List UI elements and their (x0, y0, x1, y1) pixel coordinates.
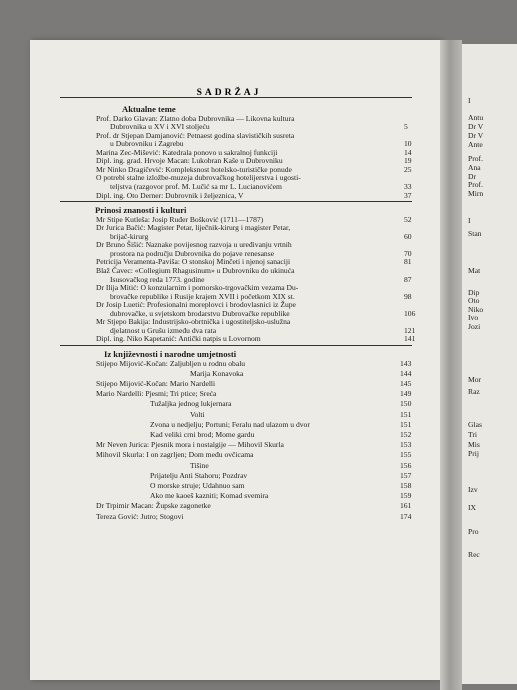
toc-entry-line: Dr Bruno Šišić: Naznake povijesnog razvoja u uređivanju vrtnih (96, 240, 292, 250)
toc-entry-line: u Dubrovniku i Zagrebu (110, 139, 184, 149)
toc-entry-line: Kad veliki crni brod; Mome gardu (150, 429, 255, 439)
right-page-fragment: Dr V (468, 131, 484, 140)
toc-entry-line: Marina Zec-Mišević: Katedrala ponovo u sakralnoj funkciji (96, 147, 278, 157)
toc-entry-line: Tužaljka jednog lukjernara (150, 399, 232, 409)
toc-entry-line: Marija Konavoka (190, 368, 244, 378)
right-page-fragment: I (468, 216, 471, 225)
toc-entry-line: brijač-kirurg (110, 231, 149, 241)
right-page-fragment: Prof. (468, 180, 483, 189)
section-divider (60, 345, 412, 346)
right-page-fragment: Stan (468, 229, 482, 238)
right-page-fragment: Antu (468, 113, 484, 122)
page-number: 121 (404, 325, 416, 335)
toc-entry-line: Mr Stipe Kutleša: Josip Ruđer Bošković (1711—1787) (96, 214, 264, 224)
section-divider (60, 201, 412, 202)
toc-entry-line: Ako me kaoeš kazniti; Komad svemira (150, 491, 269, 501)
page-number: 70 (404, 248, 412, 258)
right-page-fragment: Ante (468, 140, 483, 149)
toc-entry-line: Dr Ilija Mitić: O konzularnim i pomorsko-trgovačkim vezama Du- (96, 283, 299, 293)
section-divider (60, 97, 412, 98)
right-page-fragment: Ivo (468, 313, 479, 322)
section-heading: Prinosi znanosti i kulturi (95, 205, 187, 216)
right-page-fragment: Dip (468, 288, 480, 297)
page-number: 14 (404, 147, 412, 157)
page-number: 145 (400, 378, 412, 388)
page-number: 161 (400, 501, 412, 511)
toc-entry-line: O morske struje; Udahnuo sam (150, 480, 245, 490)
page-number: 143 (400, 358, 412, 368)
page-number: 52 (404, 214, 412, 224)
right-page-fragment: Oto (468, 296, 480, 305)
toc-entry-line: Stijepo Mijović-Kočan: Mario Nardelli (96, 378, 216, 388)
toc-entry-line: Tišine (190, 460, 209, 470)
toc-entry-line: Petricija Veramenta-Paviša: O stonskoj Minčeti i njenoj sanaciji (96, 257, 291, 267)
right-page (462, 44, 517, 684)
page-number: 5 (404, 122, 408, 132)
right-page-fragment: Jozi (468, 322, 481, 331)
toc-entry-line: brovačke republike i Rusije krajem XVII i početkom XIX st. (110, 291, 295, 301)
page-number: 98 (404, 291, 412, 301)
toc-entry-line: Tereza Gović: Jutro; Stogovi (96, 511, 184, 521)
toc-entry-line: Dipl. ing. Niko Kapetanić: Antički natpis u Lovornom (96, 334, 261, 344)
page-number: 60 (404, 231, 412, 241)
page-number: 151 (400, 409, 412, 419)
toc-entry-line: Mr Neven Jurica: Pjesnik mora i nostalgije — Mihovil Skurla (96, 440, 284, 450)
page-number: 157 (400, 470, 412, 480)
right-page-fragment: Dr V (468, 122, 484, 131)
right-page-fragment: Tri (468, 430, 478, 439)
right-page-fragment: Mat (468, 266, 481, 275)
toc-entry-line: Dr Trpimir Macan: Župske zagonetke (96, 501, 211, 511)
page-title: SADRŽAJ (196, 88, 262, 98)
toc-entry-line: Dipl. ing. grad. Hrvoje Macan: Lukobran Kaše u Dubrovniku (96, 156, 283, 166)
page-number: 37 (404, 190, 412, 200)
page-number: 144 (400, 368, 412, 378)
toc-entry-line: Dipl. ing. Oto Derner: Dubrovnik i željeznica, V (96, 190, 244, 200)
right-page-fragment: Prof. (468, 154, 483, 163)
toc-entry-line: Dubrovnika u XV i XVI stoljeću (110, 122, 210, 132)
right-page-fragment: I (468, 96, 471, 105)
page-number: 141 (404, 334, 416, 344)
page-number: 19 (404, 156, 412, 166)
right-page-fragment: Dr (468, 172, 477, 181)
page-number: 151 (400, 419, 412, 429)
section-heading: Iz književnosti i narodne umjetnosti (104, 348, 237, 359)
right-page-fragment: Rec (468, 550, 480, 559)
right-page-fragment: Prij (468, 449, 479, 458)
right-page-fragment: Izv (468, 485, 478, 494)
book-gutter (440, 40, 462, 690)
page-number: 159 (400, 491, 412, 501)
toc-entry-line: dubrovačke, u svjetskom brodarstvu Dubrovačke republike (110, 308, 290, 318)
toc-entry-line: Blaž Čavec: «Collegium Rhagusinum» u Dubrovniku do ukinuća (96, 266, 295, 275)
right-page-fragment: Glas (468, 420, 482, 429)
page-number: 152 (400, 429, 412, 439)
right-page-fragment: Mis (468, 440, 480, 449)
page-number: 25 (404, 164, 412, 174)
right-page-fragment: Mor (468, 375, 482, 384)
toc-entry-line: Prof. dr Stjepan Damjanović: Petnaest godina slavističkih susreta (96, 130, 295, 140)
page-number: 158 (400, 480, 412, 490)
right-page-fragment: IX (468, 503, 477, 512)
right-page-fragment: Mirn (468, 189, 484, 198)
toc-entry-line: Dr Josip Luetić: Profesionalni moreplovci i brodovlasnici iz Župe (96, 300, 296, 310)
toc-entry-line: Prijatelju Anti Stahoru; Pozdrav (150, 470, 248, 480)
toc-entry-line: Zvona u nedjelju; Portuni; Feralu nad ulazom u dvor (150, 419, 310, 429)
page-number: 150 (400, 399, 412, 409)
toc-entry-line: Mr Ninko Dragičević: Kompleksnost hotelsko-turističke ponude (96, 164, 292, 174)
toc-entry-line: Volti (190, 409, 205, 419)
page-number: 155 (400, 450, 412, 460)
page-number: 174 (400, 511, 412, 521)
page-number: 87 (404, 274, 412, 284)
toc-entry-line: Isusovačkog reda 1773. godine (110, 274, 205, 284)
page-number: 153 (400, 440, 412, 450)
section-heading: Aktualne teme (122, 104, 176, 114)
page-number: 106 (404, 308, 416, 318)
page-number: 81 (404, 257, 412, 267)
right-page-fragment: Raz (468, 387, 480, 396)
page-number: 10 (404, 139, 412, 149)
toc-entry-line: teljstva (razgovor prof. M. Lučić sa mr L. Lucianovićem (110, 182, 282, 191)
toc-entry-line: Stijepo Mijović-Kočan: Zaljubljen u rodnu obalu (96, 358, 246, 368)
toc-entry-line: O potrebi stalne izložbe-muzeja dubrovačkog hotelijerstva i ugosti- (96, 173, 301, 183)
toc-entry-line: djelatnost u Grušu između dva rata (110, 325, 217, 335)
toc-entry-line: prostora na području Dubrovnika do pojave renesanse (110, 248, 275, 258)
page-number: 156 (400, 460, 412, 470)
toc-entry-line: Dr Jurica Bačić: Magister Petar, liječnik-kirurg i magister Petar, (96, 223, 291, 233)
right-page-fragment: Ana (468, 163, 481, 172)
page-number: 149 (400, 389, 412, 399)
toc-entry-line: Mr Stjepo Bakija: Industrijsko-obrtnička i ugostiteljsko-uslužna (96, 317, 291, 327)
right-page-fragment: Pro (468, 527, 479, 536)
toc-entry-line: Prof. Darko Glavan: Zlatno doba Dubrovnika — Likovna kultura (96, 113, 295, 123)
toc-entry-line: Mario Nardelli: Pjesmi; Tri ptice; Sreća (96, 389, 217, 399)
page-number: 33 (404, 182, 412, 191)
right-page-fragment: Niko (468, 305, 484, 314)
toc-entry-line: Mihovil Skurla: I on zagrljen; Dom među ovčicama (96, 450, 254, 460)
